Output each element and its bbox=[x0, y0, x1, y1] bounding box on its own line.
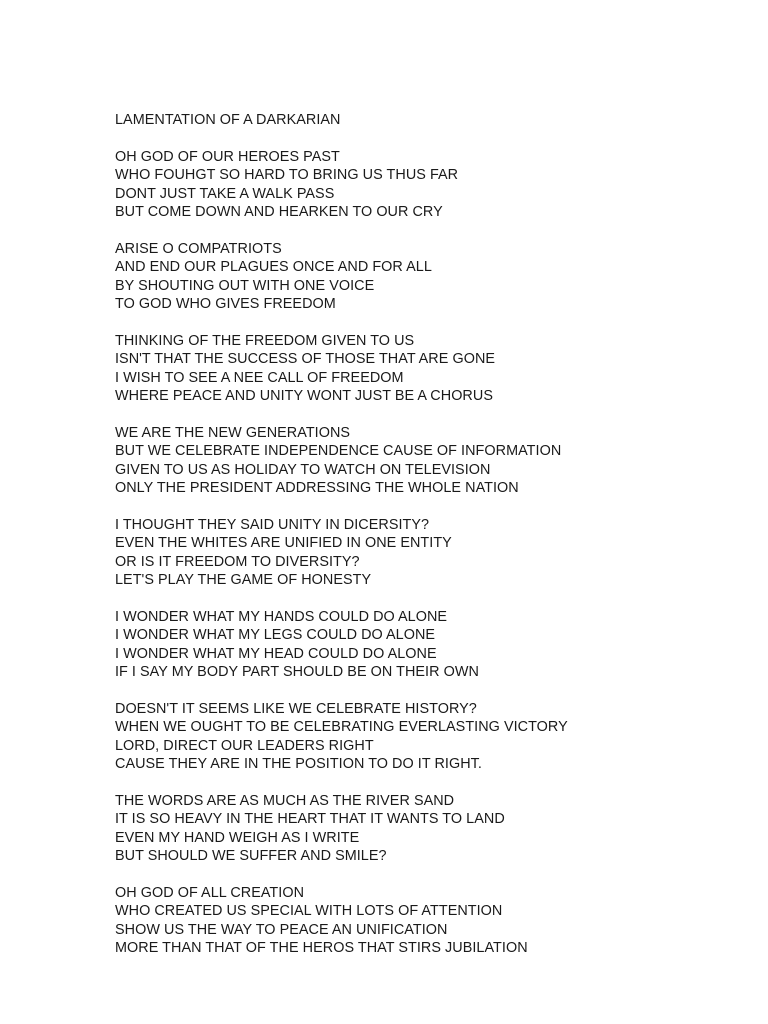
poem-line: BUT WE CELEBRATE INDEPENDENCE CAUSE OF INFORMATION bbox=[115, 443, 562, 460]
poem-line: THINKING OF THE FREEDOM GIVEN TO US bbox=[115, 332, 415, 349]
poem-line: DONT JUST TAKE A WALK PASS bbox=[115, 185, 335, 202]
poem-line: WHERE PEACE AND UNITY WONT JUST BE A CHORUS bbox=[115, 388, 493, 405]
stanza-6 bbox=[115, 608, 735, 682]
stanza-7 bbox=[115, 700, 735, 774]
poem-line: MORE THAN THAT OF THE HEROS THAT STIRS JUBILATION bbox=[115, 940, 528, 957]
poem-line: I WONDER WHAT MY HANDS COULD DO ALONE bbox=[115, 608, 448, 625]
poem-line: BUT SHOULD WE SUFFER AND SMILE? bbox=[115, 848, 387, 865]
poem-line: BY SHOUTING OUT WITH ONE VOICE bbox=[115, 277, 375, 294]
document-page bbox=[115, 111, 735, 976]
stanza-3 bbox=[115, 332, 735, 406]
poem-line: OR IS IT FREEDOM TO DIVERSITY? bbox=[115, 553, 360, 570]
poem-line: WHEN WE OUGHT TO BE CELEBRATING EVERLASTING VICTORY bbox=[115, 719, 568, 736]
stanza-5 bbox=[115, 516, 735, 590]
poem-line: GIVEN TO US AS HOLIDAY TO WATCH ON TELEVISION bbox=[115, 461, 491, 478]
poem-line: EVEN MY HAND WEIGH AS I WRITE bbox=[115, 829, 360, 846]
poem-line: ARISE O COMPATRIOTS bbox=[115, 240, 282, 257]
poem-line: EVEN THE WHITES ARE UNIFIED IN ONE ENTITY bbox=[115, 535, 452, 552]
poem-line: ISN'T THAT THE SUCCESS OF THOSE THAT ARE GONE bbox=[115, 351, 496, 368]
poem-line: CAUSE THEY ARE IN THE POSITION TO DO IT RIGHT. bbox=[115, 756, 482, 773]
poem-line: WE ARE THE NEW GENERATIONS bbox=[115, 424, 351, 441]
stanza-2 bbox=[115, 240, 735, 314]
poem-line: BUT COME DOWN AND HEARKEN TO OUR CRY bbox=[115, 204, 443, 221]
poem-line: AND END OUR PLAGUES ONCE AND FOR ALL bbox=[115, 259, 432, 276]
poem-line: IF I SAY MY BODY PART SHOULD BE ON THEIR OWN bbox=[115, 664, 479, 681]
poem-line: DOESN'T IT SEEMS LIKE WE CELEBRATE HISTORY? bbox=[115, 700, 477, 717]
stanza-1 bbox=[115, 148, 735, 222]
stanza-8 bbox=[115, 792, 735, 866]
poem-line: I WONDER WHAT MY HEAD COULD DO ALONE bbox=[115, 645, 437, 662]
poem-line: WHO CREATED US SPECIAL WITH LOTS OF ATTENTION bbox=[115, 903, 503, 920]
poem-line: IT IS SO HEAVY IN THE HEART THAT IT WANTS TO LAND bbox=[115, 811, 505, 828]
poem-line: LET'S PLAY THE GAME OF HONESTY bbox=[115, 572, 372, 589]
poem-line: SHOW US THE WAY TO PEACE AN UNIFICATION bbox=[115, 921, 448, 938]
poem-line: I THOUGHT THEY SAID UNITY IN DICERSITY? bbox=[115, 516, 430, 533]
stanza-9 bbox=[115, 884, 735, 958]
poem-line: I WISH TO SEE A NEE CALL OF FREEDOM bbox=[115, 369, 404, 386]
poem-line: TO GOD WHO GIVES FREEDOM bbox=[115, 296, 336, 313]
poem-line: OH GOD OF OUR HEROES PAST bbox=[115, 148, 340, 165]
poem-line: THE WORDS ARE AS MUCH AS THE RIVER SAND bbox=[115, 792, 455, 809]
poem-line: LORD, DIRECT OUR LEADERS RIGHT bbox=[115, 737, 374, 754]
poem-line: OH GOD OF ALL CREATION bbox=[115, 884, 305, 901]
poem-line: I WONDER WHAT MY LEGS COULD DO ALONE bbox=[115, 627, 436, 644]
poem-title: LAMENTATION OF A DARKARIAN bbox=[115, 112, 341, 128]
poem-line: WHO FOUHGT SO HARD TO BRING US THUS FAR bbox=[115, 167, 459, 184]
stanza-4 bbox=[115, 424, 735, 498]
poem-line: ONLY THE PRESIDENT ADDRESSING THE WHOLE NATION bbox=[115, 480, 519, 497]
